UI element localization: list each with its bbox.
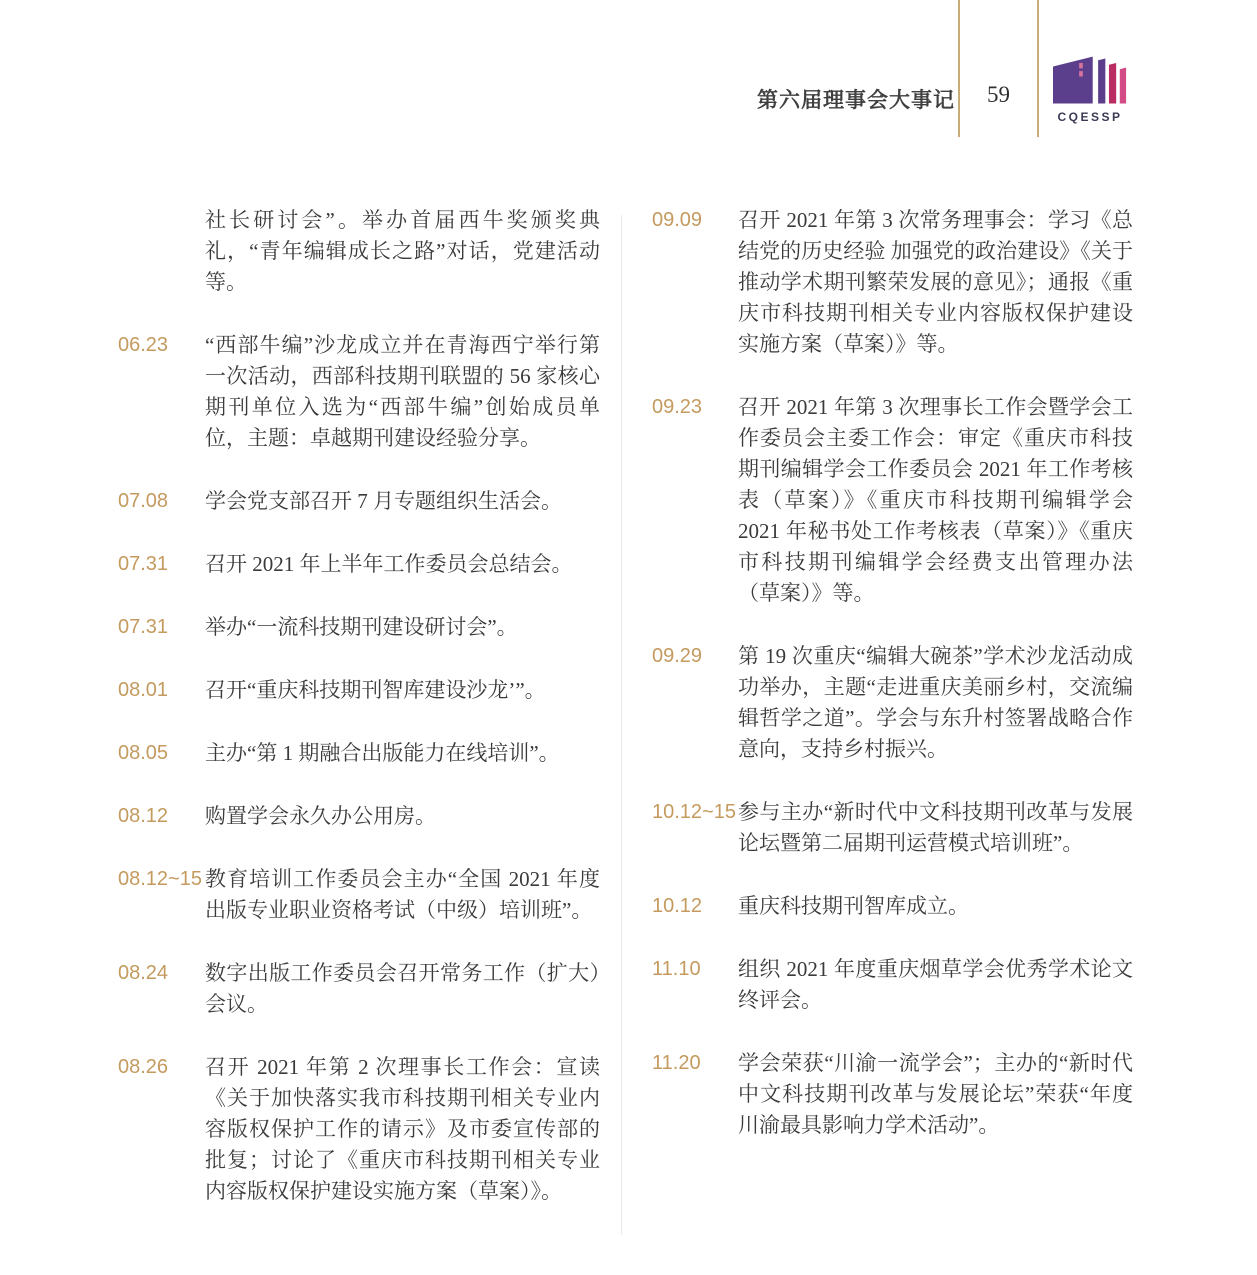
logo-bar-pink [1120,67,1126,103]
entry-date: 09.23 [652,396,703,418]
timeline-entry [652,891,1133,922]
timeline-entry [118,864,600,926]
timeline-entry [652,797,1133,859]
page-number: 59 [987,82,1010,107]
timeline-entry [652,205,1133,360]
logo-wordmark: CQESSP [1057,110,1123,124]
entry-date: 08.24 [118,962,169,984]
entry-date [118,205,205,298]
entry-date: 08.05 [118,742,169,764]
entry-text: 学会荣获“川渝一流学会”；主办的“新时代中文科技期刊改革与发展论坛”荣获“年度川渝最具影响力学术活动”。 [738,1051,1133,1137]
timeline-entry [118,549,600,580]
cqessp-logo-icon [1053,54,1127,108]
entry-text: 召开“重庆科技期刊智库建设沙龙’”。 [205,678,546,702]
timeline-right-column [652,205,1133,1141]
entry-text: 购置学会永久办公用房。 [205,804,436,828]
entry-text: 组织 2021 年度重庆烟草学会优秀学术论文终评会。 [738,957,1133,1012]
entry-text: 举办“一流科技期刊建设研讨会”。 [205,615,518,639]
entry-date: 07.31 [118,553,169,575]
timeline-entry [118,801,600,832]
entry-text: 召开 2021 年第 3 次常务理事会：学习《总结党的历史经验 加强党的政治建设》《关于推动学术期刊繁荣发展的意见》；通报《重庆市科技期刊相关专业内容版权保护建设实施方案（草案）》等。 [738,208,1133,356]
timeline-entry [118,612,600,643]
logo-bar-purple [1098,58,1105,103]
cqessp-logo [1053,54,1127,124]
timeline-entry [118,330,600,454]
entry-date: 09.29 [652,645,703,667]
entry-text: 主办“第 1 期融合出版能力在线培训”。 [205,741,560,765]
timeline-entry [118,958,600,1020]
entry-date: 07.08 [118,490,169,512]
logo-building-shape [1053,57,1093,104]
entry-text: 学会党支部召开 7 月专题组织生活会。 [205,489,562,513]
entry-date: 08.26 [118,1056,169,1078]
timeline-entry [118,205,600,298]
entry-date: 06.23 [118,334,169,356]
logo-bar-crimson [1109,63,1116,104]
entry-date: 11.10 [652,958,701,980]
entry-text: “西部牛编”沙龙成立并在青海西宁举行第一次活动，西部科技期刊联盟的 56 家核心期刊单位入选为“西部牛编”创始成员单位，主题：卓越期刊建设经验分享。 [205,333,600,450]
entry-date: 07.31 [118,616,169,638]
entry-date: 08.12 [118,805,169,827]
entry-date: 08.12~15 [118,868,202,890]
logo-building-mark [1079,63,1083,68]
entry-text: 召开 2021 年第 3 次理事长工作会暨学会工作委员会主委工作会：审定《重庆市科技期刊编辑学会工作委员会 2021 年工作考核表（草案）》《重庆市科技期刊编辑学会 2021 年秘书处工作考核表（草案）》《重庆市科技期刊编辑学会经费支出管理办法（草案）》等。 [738,395,1133,605]
timeline-entry [118,675,600,706]
entry-text: 教育培训工作委员会主办“全国 2021 年度出版专业职业资格考试（中级）培训班”。 [205,867,600,922]
entry-text: 第 19 次重庆“编辑大碗茶”学术沙龙活动成功举办，主题“走进重庆美丽乡村，交流编辑哲学之道”。学会与东升村签署战略合作意向，支持乡村振兴。 [738,644,1133,761]
timeline-left-column [118,205,600,1207]
timeline-entry [652,641,1133,765]
timeline-entry [118,486,600,517]
entry-date: 11.20 [652,1052,701,1074]
entry-text: 重庆科技期刊智库成立。 [738,894,969,918]
entry-text: 数字出版工作委员会召开常务工作（扩大）会议。 [205,961,600,1016]
timeline-entry [118,1052,600,1207]
header-rule-right [1037,0,1039,137]
page-header-title: 第六届理事会大事记 [757,89,955,112]
entry-date: 09.09 [652,209,703,231]
timeline-entry [652,954,1133,1016]
timeline-entry [652,392,1133,609]
timeline-entry [118,738,600,769]
entry-text: 社长研讨会”。举办首届西牛奖颁奖典礼，“青年编辑成长之路”对话，党建活动等。 [205,208,600,294]
column-divider [621,215,622,1235]
entry-text: 召开 2021 年上半年工作委员会总结会。 [205,552,573,576]
entry-date: 08.01 [118,679,169,701]
entry-date: 10.12 [652,895,703,917]
entry-text: 召开 2021 年第 2 次理事长工作会：宣读《关于加快落实我市科技期刊相关专业内容版权保护工作的请示》及市委宣传部的批复；讨论了《重庆市科技期刊相关专业内容版权保护建设实施方案（草案）》。 [205,1055,600,1203]
timeline-entry [652,1048,1133,1141]
header-rule-left [958,0,960,137]
entry-date: 10.12~15 [652,801,736,823]
entry-text: 参与主办“新时代中文科技期刊改革与发展论坛暨第二届期刊运营模式培训班”。 [738,800,1133,855]
logo-building-mark [1079,71,1083,76]
